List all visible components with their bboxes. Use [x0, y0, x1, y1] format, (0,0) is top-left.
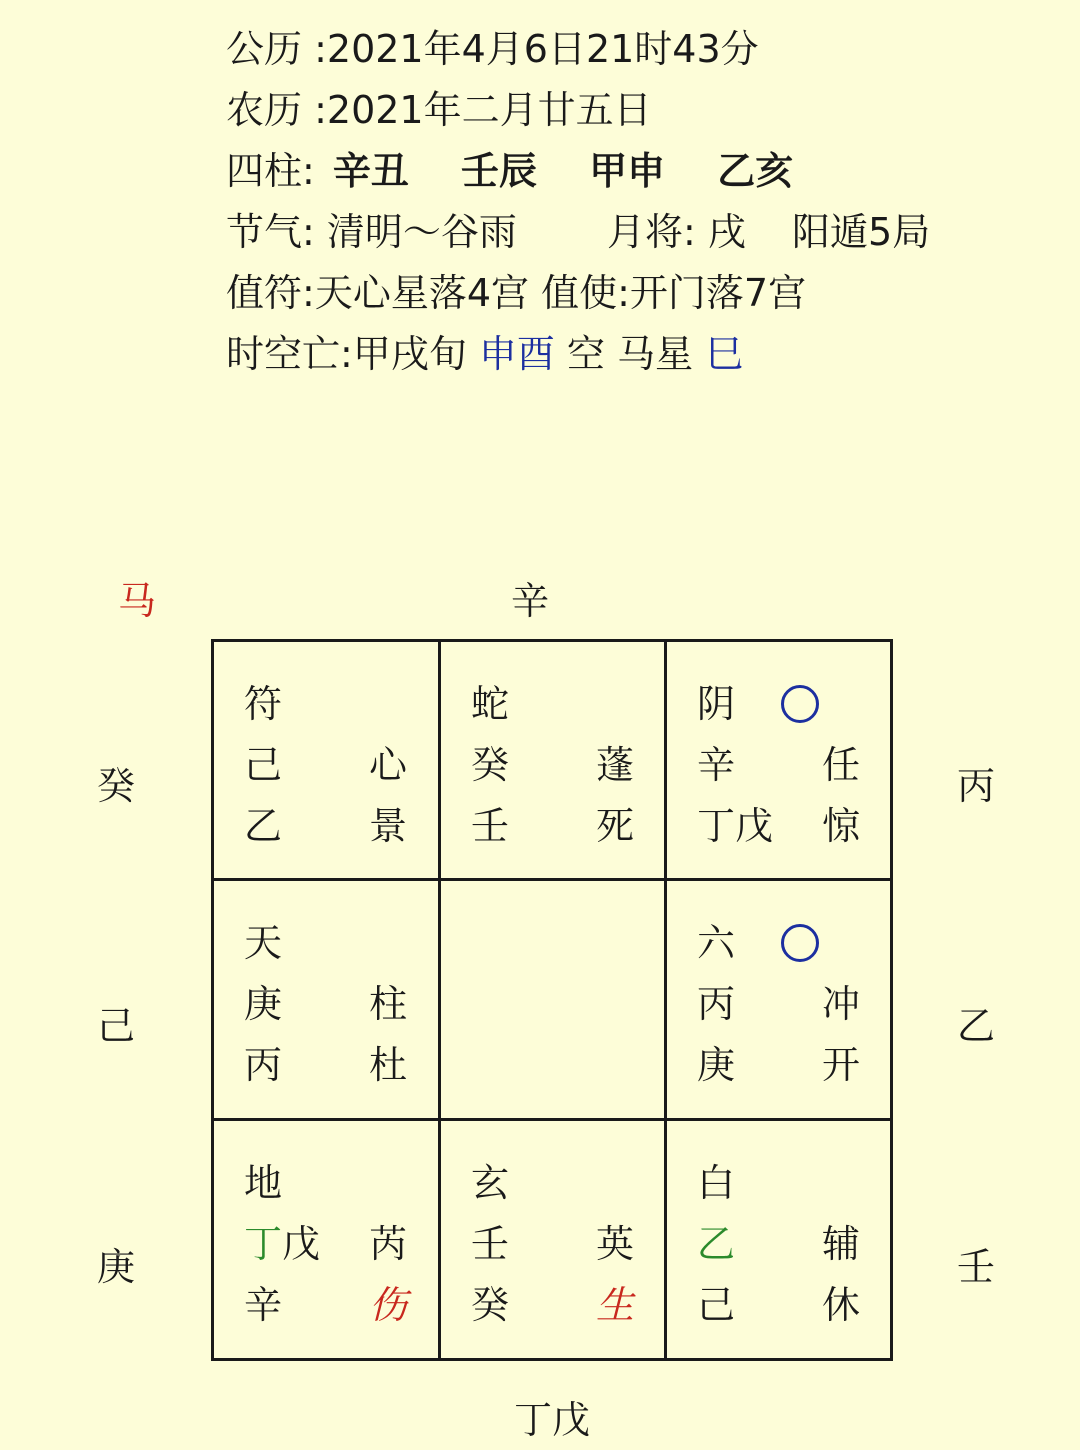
heaven-stem-rest: 戊 — [282, 1222, 321, 1266]
palace-door: 伤 — [369, 1283, 408, 1327]
pillar-year: 辛丑 — [332, 149, 409, 193]
palace-god: 阴 — [697, 682, 736, 726]
maxing-label: 马星 — [617, 332, 694, 376]
palace-heaven-stem: 庚 — [244, 982, 283, 1026]
palace-god: 白 — [697, 1161, 736, 1205]
palace-heaven-stem — [244, 1222, 320, 1266]
pillar-hour: 乙亥 — [717, 149, 794, 193]
palace-earth-stem: 乙 — [244, 804, 283, 848]
palace-heaven-stem: 癸 — [471, 743, 510, 787]
outer-right-bottom-stem: 壬 — [957, 1245, 996, 1289]
zhifu-label: 值符: — [226, 271, 315, 315]
outer-bottom-stem: 丁戊 — [514, 1398, 591, 1442]
palace-door: 杜 — [369, 1043, 408, 1087]
zhifu-value: 天心星落4宫 — [314, 271, 529, 315]
solar-value: 2021年4月6日21时43分 — [326, 27, 759, 71]
palace-center — [441, 881, 667, 1121]
four-pillars-line — [226, 144, 930, 205]
palace-door: 景 — [369, 804, 408, 848]
palace-bottom-center — [441, 1121, 667, 1358]
kongwang-xun: 甲戌旬 — [352, 332, 467, 376]
lunar-value: 2021年二月廿五日 — [326, 88, 652, 132]
palace-earth-stem: 庚 — [697, 1043, 736, 1087]
palace-god: 天 — [244, 921, 283, 965]
heaven-stem-highlight: 丁 — [244, 1222, 283, 1266]
palace-god: 六 — [697, 921, 736, 965]
solar-label: 公历 : — [226, 27, 327, 71]
zhishi-value: 开门落7宫 — [629, 271, 807, 315]
palace-god: 蛇 — [471, 682, 510, 726]
kongwang-line — [226, 327, 930, 388]
kongwang-value: 申酉 — [478, 332, 555, 376]
jieqi-line — [226, 205, 930, 266]
palace-star: 辅 — [822, 1222, 861, 1266]
palace-bottom-right — [667, 1121, 890, 1358]
palace-top-right — [667, 642, 890, 881]
outer-left-top-stem: 癸 — [97, 764, 136, 808]
palace-door: 开 — [822, 1043, 861, 1087]
ju-value: 阳遁5局 — [792, 210, 931, 254]
palace-earth-stem: 癸 — [471, 1283, 510, 1327]
palace-earth-stem: 丙 — [244, 1043, 283, 1087]
outer-right-top-stem: 丙 — [957, 764, 996, 808]
palace-god: 地 — [244, 1161, 283, 1205]
outer-left-mid-stem: 己 — [97, 1004, 136, 1048]
kong-label: 空 — [567, 332, 606, 376]
void-circle-icon — [781, 924, 819, 962]
outer-right-mid-stem: 乙 — [957, 1004, 996, 1048]
palace-god: 玄 — [471, 1161, 510, 1205]
palace-heaven-stem: 壬 — [471, 1222, 510, 1266]
pillar-day: 甲申 — [589, 149, 666, 193]
palace-heaven-stem: 丙 — [697, 982, 736, 1026]
yuejiang-label: 月将: — [607, 210, 696, 254]
palace-bottom-left — [214, 1121, 441, 1358]
zhishi-label: 值使: — [541, 271, 630, 315]
palace-top-center — [441, 642, 667, 881]
palace-door: 休 — [822, 1283, 861, 1327]
jieqi-label: 节气: — [226, 210, 315, 254]
palace-earth-stem: 己 — [697, 1283, 736, 1327]
header-info — [226, 22, 930, 388]
palace-mid-left — [214, 881, 441, 1121]
palace-earth-stem: 辛 — [244, 1283, 283, 1327]
palace-mid-right — [667, 881, 890, 1121]
horse-star-marker: 马 — [118, 579, 157, 623]
zhifu-line — [226, 266, 930, 327]
maxing-value: 巳 — [705, 332, 744, 376]
nine-palace-grid — [211, 639, 893, 1361]
palace-star: 心 — [369, 743, 408, 787]
yuejiang-value: 戌 — [707, 210, 746, 254]
palace-god: 符 — [244, 682, 283, 726]
void-circle-icon — [781, 685, 819, 723]
palace-top-left — [214, 642, 441, 881]
palace-heaven-stem: 己 — [244, 743, 283, 787]
palace-door: 惊 — [822, 804, 861, 848]
pillar-month: 壬辰 — [461, 149, 538, 193]
palace-door: 死 — [596, 804, 635, 848]
palace-star: 芮 — [369, 1222, 408, 1266]
lunar-label: 农历 : — [226, 88, 327, 132]
outer-top-stem: 辛 — [511, 579, 550, 623]
palace-star: 蓬 — [596, 743, 635, 787]
palace-heaven-stem: 辛 — [697, 743, 736, 787]
palace-star: 冲 — [822, 982, 861, 1026]
outer-left-bottom-stem: 庚 — [97, 1245, 136, 1289]
palace-star: 柱 — [369, 982, 408, 1026]
jieqi-value: 清明～谷雨 — [326, 210, 517, 254]
solar-date-line — [226, 22, 930, 83]
palace-star: 英 — [596, 1222, 635, 1266]
palace-earth-stem: 丁戊 — [697, 804, 774, 848]
lunar-date-line — [226, 83, 930, 144]
palace-door: 生 — [596, 1283, 635, 1327]
pillars-label: 四柱: — [226, 149, 315, 193]
palace-earth-stem: 壬 — [471, 804, 510, 848]
kongwang-label: 时空亡: — [226, 332, 353, 376]
palace-heaven-stem: 乙 — [697, 1222, 736, 1266]
palace-star: 任 — [822, 743, 861, 787]
